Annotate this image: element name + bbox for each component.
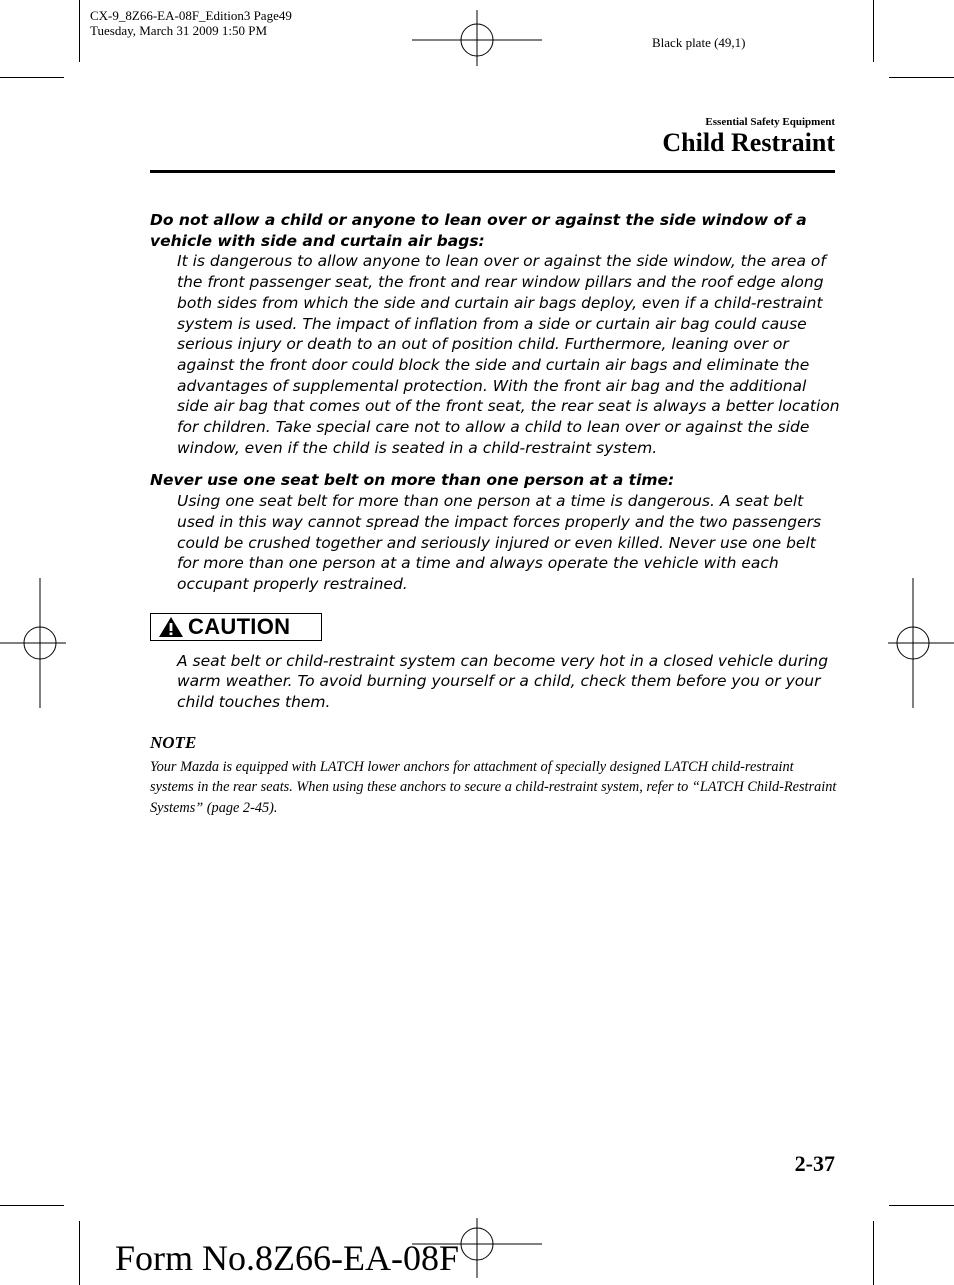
registration-mark-right bbox=[888, 578, 954, 708]
caution-label-box bbox=[150, 613, 322, 641]
registration-mark-top bbox=[412, 10, 542, 66]
title-rule bbox=[150, 170, 835, 173]
crop-mark bbox=[79, 1221, 80, 1285]
print-job-info bbox=[90, 8, 292, 38]
crop-mark bbox=[889, 77, 954, 78]
section-name: Essential Safety Equipment bbox=[705, 116, 835, 128]
job-info-line2: Tuesday, March 31 2009 1:50 PM bbox=[90, 23, 268, 38]
registration-mark-left bbox=[0, 578, 66, 708]
warning-block bbox=[150, 210, 840, 458]
form-number: Form No.8Z66-EA-08F bbox=[115, 1238, 459, 1278]
crop-mark bbox=[873, 1221, 874, 1285]
crop-mark bbox=[0, 77, 64, 78]
plate-label: Black plate (49,1) bbox=[652, 35, 746, 50]
warning-triangle-icon bbox=[158, 616, 184, 638]
crop-mark bbox=[79, 0, 80, 62]
caution-label: CAUTION bbox=[188, 613, 291, 639]
note-body: Your Mazda is equipped with LATCH lower anchors for attachment of specially designed LATCH child-restraint systems in the rear seats. When using these anchors to secure a child-restraint system, refer to “LATCH Child-Restraint Systems” (page 2-45). bbox=[150, 758, 837, 816]
caution-body: A seat belt or child-restraint system can become very hot in a closed vehicle during warm weather. To avoid burning yourself or a child, check them before you or your child touches them. bbox=[177, 651, 829, 712]
warning-body: Using one seat belt for more than one person at a time is dangerous. A seat belt used in this way cannot spread the impact forces properly and the two passengers could be crushed together and seriously injured or even killed. Never use one belt for more than one person at a time and always operate the vehicle with each occupant properly restrained. bbox=[177, 492, 822, 593]
note-heading: NOTE bbox=[150, 732, 197, 752]
warning-body: It is dangerous to allow anyone to lean over or against the side window, the area of the front passenger seat, the front and rear window pillars and the roof edge along both sides from which the side and curtain air bags deploy, even if a child-restraint system is used. The impact of inflation from a side or curtain air bag could cause serious injury or death to an out of position child. Furthermore, leaning over or against the front door could block the side and curtain air bags and eliminate the advantages of supplemental protection. With the front air bag and the additional side air bag that comes out of the front seat, the rear seat is always a better location for children. Take special care not to allow a child to lean over or against the side window, even if the child is seated in a child-restraint system. bbox=[177, 252, 840, 457]
crop-mark bbox=[0, 1205, 64, 1206]
page-title: Child Restraint bbox=[662, 128, 835, 157]
warning-heading: Do not allow a child or anyone to lean over or against the side window of a vehicle with side and curtain air bags: bbox=[150, 211, 807, 250]
crop-mark bbox=[889, 1205, 954, 1206]
job-info-line1: CX-9_8Z66-EA-08F_Edition3 Page49 bbox=[90, 8, 292, 23]
main-content bbox=[150, 210, 840, 818]
warning-block bbox=[150, 470, 840, 594]
page-number: 2-37 bbox=[794, 1151, 835, 1176]
warning-heading: Never use one seat belt on more than one person at a time: bbox=[150, 471, 675, 490]
crop-mark bbox=[873, 0, 874, 62]
